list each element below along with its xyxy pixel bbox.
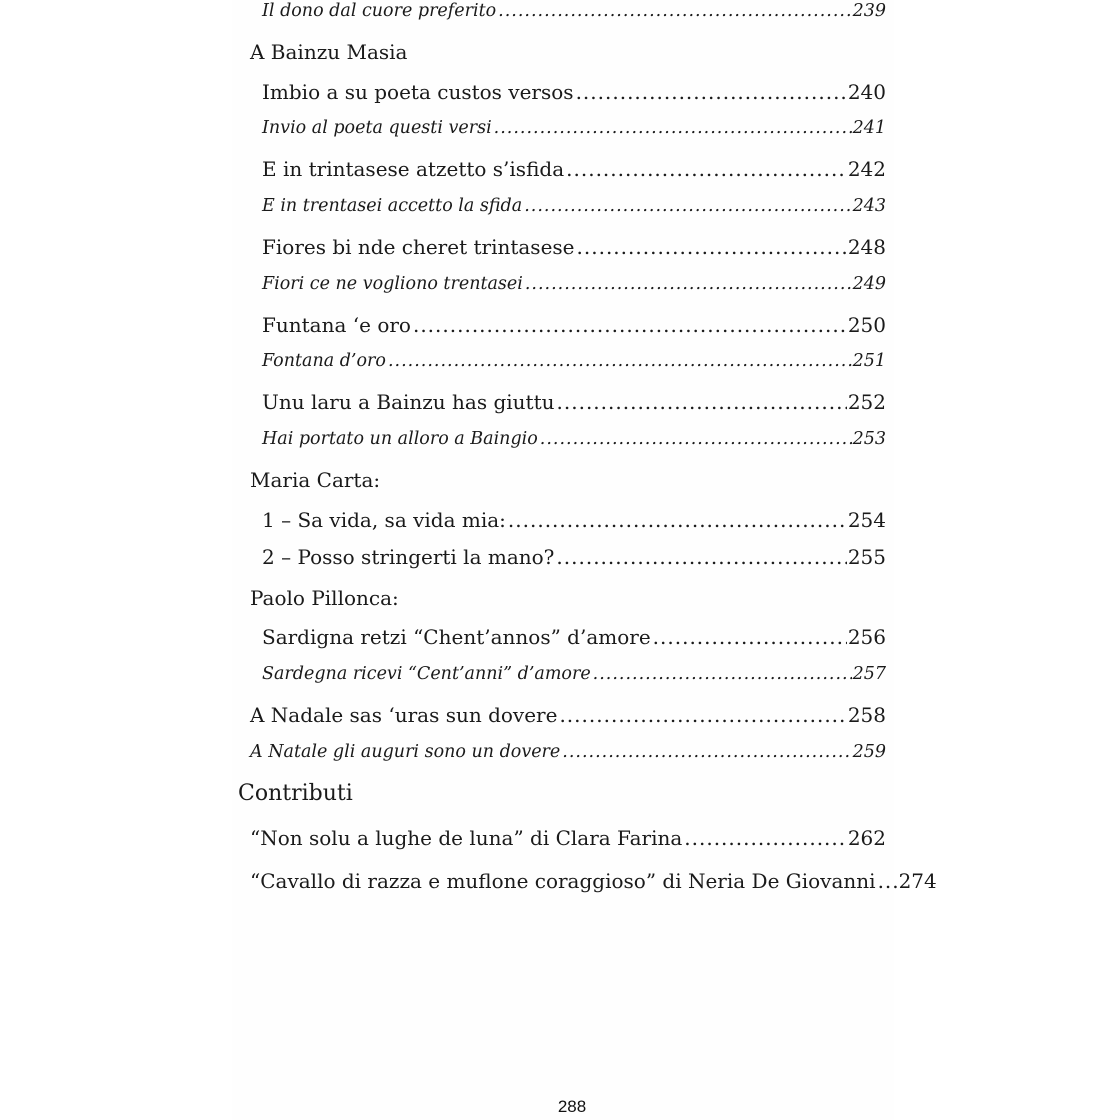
toc-entry-trintasese	[262, 157, 886, 181]
toc-entry-posso-stringerti	[262, 545, 886, 569]
toc-entry-page: 252	[847, 390, 886, 414]
toc-leader-dots	[577, 235, 847, 259]
toc-leader-dots	[593, 664, 852, 684]
toc-entry-page: 251	[852, 351, 886, 371]
toc-entry-page: 262	[847, 826, 886, 850]
toc-entry-page: 248	[847, 235, 886, 259]
toc-entry-title: Fiori ce ne vogliono trentasei	[262, 274, 523, 294]
toc-entry-title: 1 – Sa vida, sa vida mia:	[262, 508, 506, 532]
toc-entry-unu-laru	[262, 390, 886, 414]
toc-entry-a-nadale	[250, 703, 886, 727]
toc-entry-title: Funtana ‘e oro	[262, 313, 411, 337]
toc-entry-page: 242	[847, 157, 886, 181]
toc-leader-dots	[508, 508, 847, 532]
toc-entry-non-solu	[250, 826, 886, 850]
toc-leader-dots	[878, 869, 898, 893]
toc-entry-title: Il dono dal cuore preferito	[262, 1, 497, 21]
toc-entry-page: 259	[852, 742, 886, 762]
toc-entry-fiores	[262, 235, 886, 259]
toc-entry-title: E in trintasese atzetto s’isfida	[262, 157, 565, 181]
toc-leader-dots	[576, 80, 847, 104]
toc-leader-dots	[556, 545, 846, 569]
toc-leader-dots	[388, 351, 852, 371]
toc-entry-page: 240	[847, 80, 886, 104]
toc-entry-page: 254	[847, 508, 886, 532]
toc-entry-page: 258	[847, 703, 886, 727]
toc-entry-title: Invio al poeta questi versi	[262, 118, 492, 138]
toc-entry-invio	[262, 118, 886, 138]
toc-entry-page: 250	[847, 313, 886, 337]
toc-leader-dots	[566, 157, 847, 181]
toc-leader-dots	[413, 313, 847, 337]
toc-entry-title: Imbio a su poeta custos versos	[262, 80, 574, 104]
toc-entry-trentasei	[262, 196, 886, 216]
toc-entry-title: 2 – Posso stringerti la mano?	[262, 545, 555, 569]
toc-entry-title: A Nadale sas ‘uras sun dovere	[250, 703, 558, 727]
toc-entry-hai-portato	[262, 429, 886, 449]
toc-entry-page: 239	[852, 1, 886, 21]
toc-leader-dots	[562, 742, 851, 762]
toc-entry-page: 256	[847, 625, 886, 649]
page-number: 288	[557, 1097, 587, 1116]
toc-entry-title: Sardegna ricevi “Cent’anni” d’amore	[262, 664, 591, 684]
toc-leader-dots	[540, 429, 852, 449]
toc-entry-sa-vida	[262, 508, 886, 532]
toc-entry-title: Fiores bi nde cheret trintasese	[262, 235, 575, 259]
toc-entry-title: Fontana d’oro	[262, 351, 386, 371]
toc-entry-fiori	[262, 274, 886, 294]
toc-entry-page: 243	[852, 196, 886, 216]
toc-leader-dots	[494, 118, 852, 138]
toc-entry-page: 255	[847, 545, 886, 569]
toc-entry-cavallo	[250, 869, 937, 893]
toc-entry-title: Hai portato un alloro a Baingio	[262, 429, 538, 449]
toc-entry-title: E in trentasei accetto la sfida	[262, 196, 523, 216]
toc-entry-title: “Cavallo di razza e muflone coraggioso” di Neria De Giovanni	[250, 869, 876, 893]
toc-entry-page: 249	[852, 274, 886, 294]
toc-entry-page: 274	[898, 869, 937, 893]
toc-entry-title: Sardigna retzi “Chent’annos” d’amore	[262, 625, 651, 649]
toc-entry-title: A Natale gli auguri sono un dovere	[250, 742, 561, 762]
toc-leader-dots	[557, 390, 847, 414]
toc-entry-page: 257	[852, 664, 886, 684]
toc-heading-maria-carta: Maria Carta:	[250, 468, 381, 492]
toc-leader-dots	[524, 196, 851, 216]
toc-entry-sardegna	[262, 664, 886, 684]
toc-entry-title: Unu laru a Bainzu has giuttu	[262, 390, 555, 414]
toc-entry-imbio	[262, 80, 886, 104]
toc-entry-fontana	[262, 351, 886, 371]
toc-entry-page: 253	[852, 429, 886, 449]
toc-section-contributi: Contributi	[238, 781, 353, 806]
toc-leader-dots	[653, 625, 847, 649]
toc-leader-dots	[525, 274, 852, 294]
toc-entry-page: 241	[852, 118, 886, 138]
toc-entry-funtana	[262, 313, 886, 337]
toc-entry-sardigna	[262, 625, 886, 649]
toc-leader-dots	[559, 703, 846, 727]
toc-leader-dots	[684, 826, 847, 850]
toc-leader-dots	[498, 1, 851, 21]
toc-heading-bainzu-masia: A Bainzu Masia	[250, 40, 408, 64]
toc-heading-paolo-pillonca: Paolo Pillonca:	[250, 586, 399, 610]
toc-entry-title: “Non solu a lughe de luna” di Clara Farina	[250, 826, 683, 850]
toc-entry-a-natale	[250, 742, 886, 762]
toc-entry-il-dono	[262, 1, 886, 21]
